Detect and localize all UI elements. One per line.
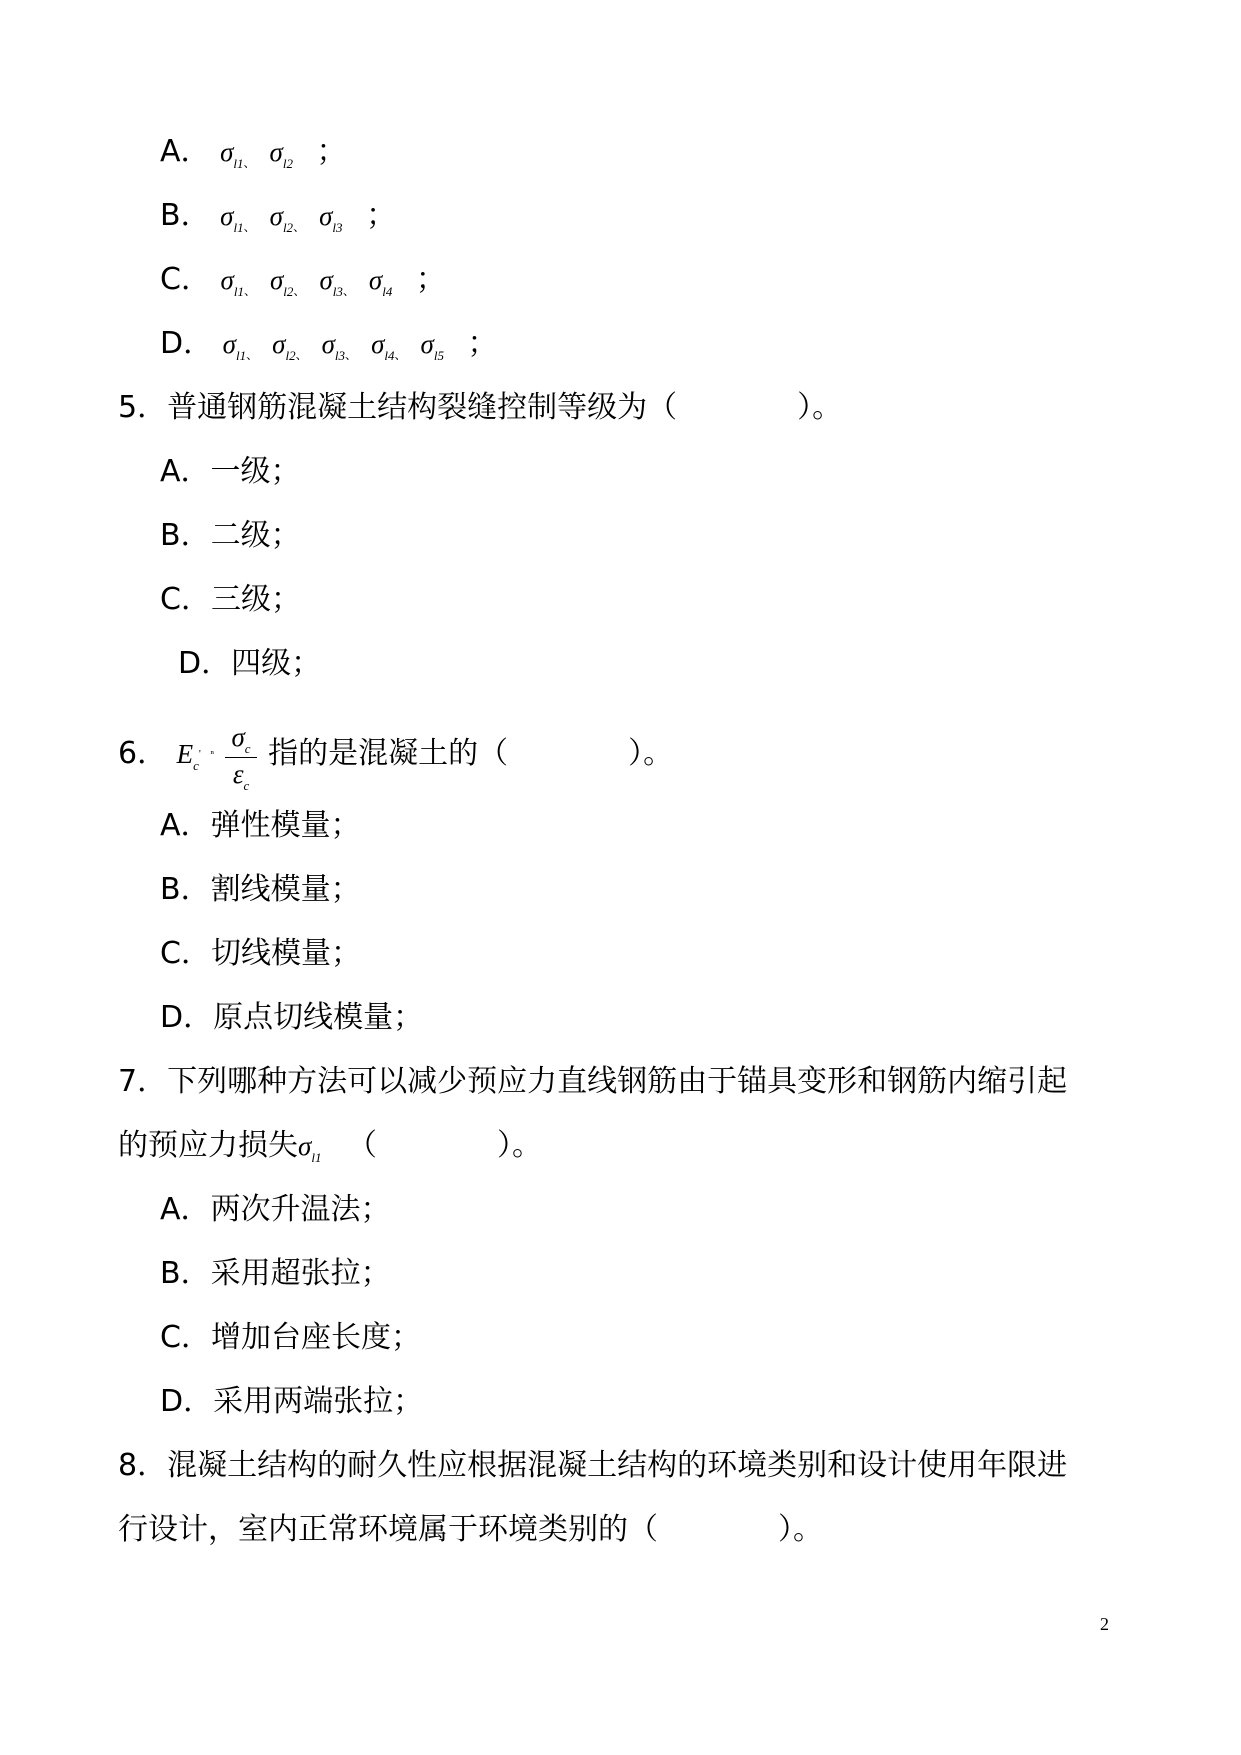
sigma-separator: 、 bbox=[293, 284, 306, 298]
sigma-sub: l1 bbox=[233, 156, 244, 171]
formula-fraction bbox=[225, 722, 256, 795]
sigma-sub: l2 bbox=[282, 220, 294, 235]
q6-stem-text: 指的是混凝土的（ ）。 bbox=[268, 736, 674, 771]
q4-option-b bbox=[160, 196, 396, 241]
sigma-separator: 、 bbox=[243, 284, 256, 298]
option-end: ； bbox=[467, 326, 498, 361]
formula-denominator bbox=[225, 758, 256, 795]
epsilon-symbol: ε bbox=[232, 759, 244, 789]
q7-stem-pre: 的预应力损失 bbox=[118, 1128, 298, 1163]
q6-option-a: A．弹性模量； bbox=[160, 808, 361, 843]
sigma-list bbox=[220, 134, 307, 169]
sigma-separator: 、 bbox=[394, 348, 407, 362]
sigma-separator: 、 bbox=[246, 348, 259, 362]
q7-stem-line2 bbox=[118, 1126, 542, 1171]
page-number: 2 bbox=[1100, 1614, 1109, 1634]
sigma-sub: l2 bbox=[283, 284, 294, 299]
q7-stem-post: （ ）。 bbox=[347, 1128, 542, 1163]
sigma-list bbox=[223, 326, 458, 361]
sigma-sub: l1 bbox=[311, 1150, 322, 1165]
q6-option-c: C．切线模量； bbox=[160, 936, 361, 971]
sigma-symbol: σ bbox=[371, 329, 385, 359]
q8-stem-line1: 8．混凝土结构的耐久性应根据混凝土结构的环境类别和设计使用年限进 bbox=[118, 1448, 1068, 1483]
sigma-symbol: σ bbox=[298, 1131, 312, 1161]
q5-option-d: D．四级； bbox=[178, 646, 322, 681]
formula-numerator bbox=[225, 722, 256, 758]
sigma-symbol: σ bbox=[220, 137, 234, 167]
q8-stem-line2: 行设计，室内正常环境属于环境类别的（ ）。 bbox=[118, 1512, 823, 1547]
sigma-symbol: σ bbox=[269, 265, 284, 295]
sigma-symbol: σ bbox=[269, 201, 283, 231]
sigma-sub: l4 bbox=[384, 348, 395, 363]
sigma-symbol: σ bbox=[222, 329, 236, 359]
q6-option-d: D．原点切线模量； bbox=[160, 1000, 424, 1035]
sigma-symbol: σ bbox=[420, 329, 434, 359]
sigma-sub: l1 bbox=[233, 284, 244, 299]
sigma-sub: l3 bbox=[332, 284, 343, 299]
q7-option-c: C．增加台座长度； bbox=[160, 1320, 421, 1355]
sigma-list bbox=[221, 262, 407, 297]
sigma-separator: 、 bbox=[243, 220, 256, 234]
sigma-sub: l4 bbox=[382, 284, 393, 299]
sigma-sub: l1 bbox=[235, 348, 247, 363]
formula-e-sub: c bbox=[193, 758, 199, 773]
q7-option-d: D．采用两端张拉； bbox=[160, 1384, 424, 1419]
q6-stem bbox=[118, 718, 673, 791]
sigma-sub: l2 bbox=[282, 156, 293, 171]
option-prefix: C． bbox=[160, 262, 211, 297]
denominator-sub: c bbox=[243, 778, 250, 793]
sigma-symbol: σ bbox=[319, 201, 333, 231]
q4-option-a bbox=[160, 132, 347, 177]
sigma-separator: 、 bbox=[342, 284, 355, 298]
sigma-symbol: σ bbox=[321, 329, 335, 359]
option-end: ； bbox=[415, 262, 446, 297]
q5-option-b: B．二级； bbox=[160, 518, 301, 553]
option-end: ； bbox=[366, 198, 397, 233]
sigma-symbol: σ bbox=[319, 265, 333, 295]
formula-e-symbol: E bbox=[176, 739, 194, 769]
q4-option-d bbox=[160, 324, 498, 369]
q5-stem: 5．普通钢筋混凝土结构裂缝控制等级为（ ）。 bbox=[118, 390, 843, 425]
numerator-sub: c bbox=[244, 741, 251, 756]
sigma-symbol: σ bbox=[368, 265, 383, 295]
q4-option-c bbox=[160, 260, 446, 305]
sigma-symbol: σ bbox=[269, 137, 283, 167]
option-prefix: B． bbox=[160, 198, 211, 233]
formula-e bbox=[177, 739, 194, 769]
sigma-sub: l5 bbox=[433, 348, 444, 363]
q7-stem-line1: 7．下列哪种方法可以减少预应力直线钢筋由于锚具变形和钢筋内缩引起 bbox=[118, 1064, 1068, 1099]
q5-option-a: A．一级； bbox=[160, 454, 301, 489]
sigma-sub: l3 bbox=[334, 348, 346, 363]
sigma-separator: 、 bbox=[345, 348, 358, 362]
q7-option-b: B．采用超张拉； bbox=[160, 1256, 391, 1291]
sigma-symbol: σ bbox=[220, 201, 234, 231]
sigma-sub: l3 bbox=[332, 220, 343, 235]
sigma-sub: l2 bbox=[285, 348, 296, 363]
option-prefix: A． bbox=[160, 134, 211, 169]
question-number: 6． bbox=[118, 736, 168, 771]
sigma-separator: 、 bbox=[295, 348, 308, 362]
sigma-symbol: σ bbox=[272, 329, 286, 359]
sigma-symbol: σ bbox=[220, 265, 234, 295]
formula-mark: ⁿ bbox=[210, 748, 214, 760]
formula-e-sup: ' bbox=[198, 748, 201, 760]
sigma-symbol: σ bbox=[231, 722, 245, 752]
q5-option-c: C．三级； bbox=[160, 582, 301, 617]
sigma-separator: 、 bbox=[243, 156, 256, 170]
option-prefix: D． bbox=[160, 326, 214, 361]
sigma-separator: 、 bbox=[293, 220, 306, 234]
sigma-list bbox=[220, 198, 356, 233]
option-end: ； bbox=[316, 134, 347, 169]
sigma-sub: l1 bbox=[233, 220, 244, 235]
q6-option-b: B．割线模量； bbox=[160, 872, 361, 907]
q7-option-a: A．两次升温法； bbox=[160, 1192, 391, 1227]
